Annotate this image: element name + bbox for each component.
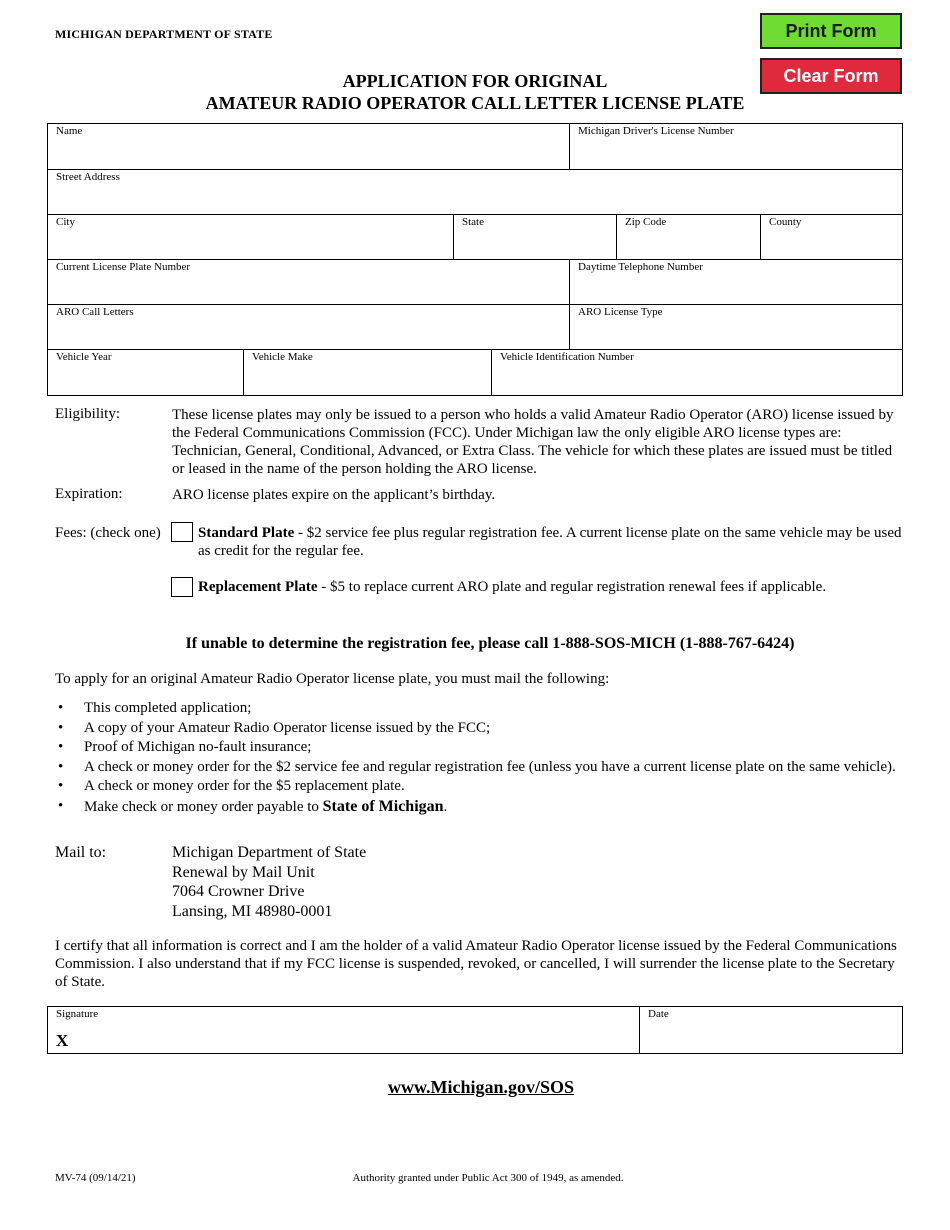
list-item: • Proof of Michigan no-fault insurance; [55, 738, 905, 758]
form-row-street [48, 169, 902, 214]
authority-note: Authority granted under Public Act 300 of 1949, as amended. [352, 1172, 624, 1184]
phone-input[interactable] [570, 274, 902, 304]
expiration-label: Expiration: [55, 486, 123, 502]
aro-call-label: ARO Call Letters [56, 306, 134, 318]
certification-statement: I certify that all information is correct and I am the holder of a valid Amateur Radio Operator license issued by the Federal Communications Commission. I also understand that if my FCC license is suspended, revoked, or cancelled, I will surrender the license plate to the Secretary of State. [55, 938, 897, 990]
mail-to-label: Mail to: [55, 844, 107, 861]
form-row-city [48, 214, 902, 259]
expiration-text: ARO license plates expire on the applicant’s birthday. [172, 487, 496, 503]
aro-type-cell [569, 305, 902, 349]
state-cell [453, 215, 616, 259]
name-input[interactable] [48, 138, 569, 169]
replacement-plate-checkbox[interactable] [171, 577, 193, 597]
address-line4: Lansing, MI 48980-0001 [172, 902, 333, 920]
plate-number-cell [48, 260, 569, 304]
eligibility-label: Eligibility: [55, 406, 121, 422]
license-number-input[interactable] [570, 138, 902, 169]
aro-call-cell [48, 305, 569, 349]
fee-help-note: If unable to determine the registration fee, please call 1-888-SOS-MICH (1-888-767-6424) [185, 635, 795, 652]
signature-input[interactable] [70, 1021, 639, 1053]
date-label: Date [648, 1008, 669, 1020]
date-input[interactable] [640, 1021, 902, 1053]
aro-type-label: ARO License Type [578, 306, 663, 318]
list-item: • A check or money order for the $2 service fee and regular registration fee (unless you have a current license plate on the same vehicle). [55, 758, 905, 778]
zip-label: Zip Code [625, 216, 667, 228]
list-item: • A check or money order for the $5 replacement plate. [55, 777, 905, 797]
signature-label: Signature [56, 1008, 99, 1020]
applicant-form-grid [47, 123, 903, 396]
county-cell [760, 215, 902, 259]
department-name: MICHIGAN DEPARTMENT OF STATE [55, 27, 273, 41]
replacement-plate-text: - $5 to replace current ARO plate and regular registration renewal fees if applicable. [317, 579, 827, 595]
phone-label: Daytime Telephone Number [578, 261, 703, 273]
payable-prefix: Make check or money order payable to [84, 798, 323, 815]
mailing-address [172, 843, 366, 921]
replacement-plate-title: Replacement Plate [198, 579, 318, 595]
standard-plate-option [198, 524, 908, 560]
address-line2: Renewal by Mail Unit [172, 863, 315, 881]
website-link[interactable]: www.Michigan.gov/SOS [387, 1077, 575, 1097]
street-input[interactable] [48, 184, 902, 214]
address-line1: Michigan Department of State [172, 844, 367, 861]
print-form-button[interactable]: Print Form [760, 13, 902, 49]
vin-cell [491, 350, 902, 395]
signature-cell [48, 1007, 639, 1053]
form-title-line2: AMATEUR RADIO OPERATOR CALL LETTER LICENSE PLATE [205, 93, 745, 113]
fees-label: Fees: (check one) [55, 525, 161, 541]
license-number-label: Michigan Driver's License Number [578, 125, 734, 137]
city-input[interactable] [48, 229, 453, 259]
address-line3: 7064 Crowner Drive [172, 883, 305, 900]
form-row-plate [48, 259, 902, 304]
city-label: City [56, 216, 75, 228]
requirements-list [55, 699, 905, 817]
vehicle-make-label: Vehicle Make [252, 351, 313, 363]
state-label: State [462, 216, 484, 228]
zip-input[interactable] [617, 229, 760, 259]
vehicle-year-input[interactable] [48, 364, 243, 395]
vehicle-make-cell [243, 350, 491, 395]
phone-cell [569, 260, 902, 304]
form-row-vehicle [48, 349, 902, 395]
apply-intro: To apply for an original Amateur Radio Operator license plate, you must mail the following: [55, 671, 610, 687]
vehicle-year-cell [48, 350, 243, 395]
replacement-plate-option [198, 578, 908, 596]
signature-box [47, 1006, 903, 1054]
plate-number-input[interactable] [48, 274, 569, 304]
county-input[interactable] [761, 229, 902, 259]
county-label: County [769, 216, 802, 228]
list-item-payable [55, 797, 905, 818]
vin-input[interactable] [492, 364, 902, 395]
form-row-name [48, 124, 902, 169]
vehicle-make-input[interactable] [244, 364, 491, 395]
eligibility-text: These license plates may only be issued to a person who holds a valid Amateur Radio Operator (ARO) license issued by the Federal Communications Commission (FCC). Under Michigan law the only eligible ARO license types are: Technician, General, Conditional, Advanced, or Extra Class. The vehicle for which these plates are issued must be titled or leased in the name of the person holding the ARO license. [172, 407, 894, 477]
street-cell [48, 170, 902, 214]
clear-form-button[interactable]: Clear Form [760, 58, 902, 94]
vin-label: Vehicle Identification Number [500, 351, 634, 363]
form-row-aro [48, 304, 902, 349]
city-cell [48, 215, 453, 259]
standard-plate-text: - $2 service fee plus regular registration fee. A current license plate on the same vehicle may be used as credit for the regular fee. [198, 525, 902, 559]
aro-type-input[interactable] [570, 319, 902, 349]
aro-call-input[interactable] [48, 319, 569, 349]
plate-number-label: Current License Plate Number [56, 261, 191, 273]
list-item: • This completed application; [55, 699, 905, 719]
street-label: Street Address [56, 171, 120, 183]
vehicle-year-label: Vehicle Year [56, 351, 112, 363]
payable-payee: State of Michigan [322, 797, 444, 815]
zip-cell [616, 215, 760, 259]
standard-plate-title: Standard Plate [198, 525, 295, 541]
payable-suffix: . [443, 798, 448, 815]
signature-x-mark: X [56, 1031, 69, 1050]
name-label: Name [56, 125, 83, 137]
date-cell [639, 1007, 902, 1053]
standard-plate-checkbox[interactable] [171, 522, 193, 542]
name-cell [48, 124, 569, 169]
form-title-line1: APPLICATION FOR ORIGINAL [342, 71, 608, 91]
license-number-cell [569, 124, 902, 169]
form-id: MV-74 (09/14/21) [55, 1172, 136, 1184]
state-input[interactable] [454, 229, 616, 259]
list-item: • A copy of your Amateur Radio Operator license issued by the FCC; [55, 719, 905, 739]
